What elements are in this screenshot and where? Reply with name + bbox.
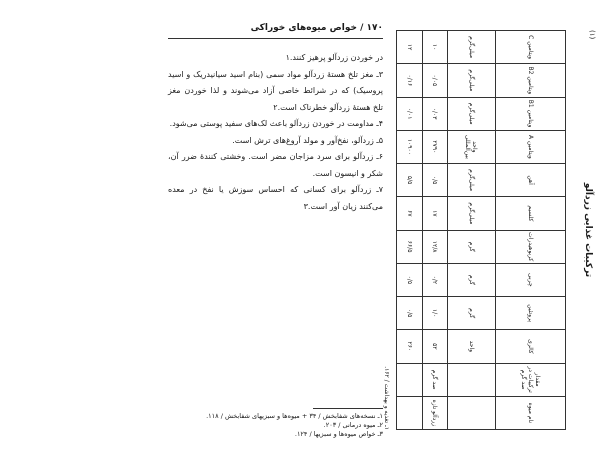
units-row (448, 31, 496, 430)
table-cell: واحد بین‌المللی (448, 130, 496, 163)
paragraph: در خوردن زردآلو پرهیز کنند.۱ (285, 53, 383, 62)
table-cell (448, 396, 496, 429)
running-header: ۱۷۰ / خواص میوه‌های خوراکی (168, 20, 383, 39)
table-cell: میلی‌گرم (448, 64, 496, 97)
table-cell: گرم (448, 297, 496, 330)
header-row (495, 31, 565, 430)
table-cell: ۱۷ (422, 197, 448, 230)
table-cell: ۰/۲ (422, 263, 448, 296)
body-text (168, 50, 383, 215)
table-cell: ۰/۵ (397, 297, 423, 330)
table-header-cell: چربی (495, 263, 565, 296)
footnote: ۳ـ خواص میوه‌ها و سبزیها / ۱۲۴. (294, 430, 383, 438)
paragraph: ۷ـ زردآلو برای کسانی که احساس سوزش یا نفخ در معده می‌کنند زیان آور است.۳ (168, 185, 383, 211)
table-header-cell: نام میوه (495, 396, 565, 429)
page-number: (۱) (588, 30, 596, 40)
rotated-table-wrapper (383, 30, 596, 430)
table-cell: صد گرم (422, 363, 448, 396)
table-header-cell: کالری (495, 330, 565, 363)
table-cell: میلی‌گرم (448, 197, 496, 230)
table-cell: زردآلو تازه (422, 396, 448, 429)
table-header-cell: ویتامین A (495, 130, 565, 163)
table-header-cell: مقدار ترکیبات در صد گرم (495, 363, 565, 396)
table-cell: واحد (448, 330, 496, 363)
table-cell: میلی‌گرم (448, 97, 496, 130)
table-cell: ۰/۰۳ (422, 97, 448, 130)
table-source-note: ۱ـ تغذیه و بهداشت / ۱۶۲. (383, 366, 390, 430)
table-cell: ۱/۰ (422, 297, 448, 330)
table-cell: ۰/۵ (422, 164, 448, 197)
table-cell (397, 396, 423, 429)
footnote: ۱ـ نسخه‌های شفابخش / ۳۴ + میوه‌ها و سبزیهای شفابخش / ۱۱۸. (206, 412, 383, 420)
paragraph: ۶ـ زردآلو برای سرد مزاجان مضر است. وخشتی کنندهٔ ضرر آن، شکر و انیسون است. (168, 152, 383, 178)
table-cell: ۶۶/۵ (397, 230, 423, 263)
table-header-cell: آهن (495, 164, 565, 197)
table-row (422, 31, 448, 430)
table-header-cell: ویتامین B2 (495, 64, 565, 97)
paragraph: ۴ـ مداومت در خوردن زردآلو باعث لک‌های سفید پوستی می‌شود. (169, 119, 383, 128)
table-cell: ۵/۵ (397, 164, 423, 197)
paragraph: ۵ـ زردآلو، نفخ‌آور و مولد آروغ‌های ترش است. (232, 135, 383, 145)
left-page (168, 20, 383, 440)
table-cell: ۱۰ (422, 31, 448, 64)
table-cell: ۰/۰۱ (397, 97, 423, 130)
table-cell: ۱۰۹۰۰ (397, 130, 423, 163)
table-header-cell: پروتئین (495, 297, 565, 330)
table-cell (397, 363, 423, 396)
table-cell: میلی‌گرم (448, 164, 496, 197)
footnote-divider (313, 408, 383, 409)
table-cell (448, 363, 496, 396)
table-cell: ۰/۱۶ (397, 64, 423, 97)
table-cell: گرم (448, 230, 496, 263)
table-cell: ۱۲/۸ (422, 230, 448, 263)
table-cell: ۵۲ (422, 330, 448, 363)
right-page (383, 0, 600, 451)
table-cell: ۲۷۹۰ (422, 130, 448, 163)
table-row (397, 31, 423, 430)
table-header-cell: کلسیم (495, 197, 565, 230)
table-header-cell: ویتامین B1 (495, 97, 565, 130)
table-cell: ۰/۰۵ (422, 64, 448, 97)
table-header-cell: کربوهیدرات (495, 230, 565, 263)
footnotes (168, 412, 383, 439)
nutrition-table (396, 30, 566, 430)
table-cell: میلی‌گرم (448, 31, 496, 64)
table-title: ترکیبات غذایی زردآلو (583, 182, 593, 278)
table-header-cell: ویتامین C (495, 31, 565, 64)
table-cell: ۲۶۰ (397, 330, 423, 363)
table-cell: گرم (448, 263, 496, 296)
table-cell: ۰/۵ (397, 263, 423, 296)
table-cell: ۱۲ (397, 31, 423, 64)
paragraph: ۳ـ مغز تلخ هستهٔ زردآلو مواد سمی (بنام اسید سیانیدریک و اسید پروسیک) که در شرائط خاصی آزاد می‌شوند و لذا خوردن مغز تلخ هستهٔ زردآلو خطرناک است.۲ (168, 69, 383, 112)
footnote: ۲ـ میوه درمانی / ۲۰۳. (323, 421, 383, 429)
table-cell: ۶۷ (397, 197, 423, 230)
